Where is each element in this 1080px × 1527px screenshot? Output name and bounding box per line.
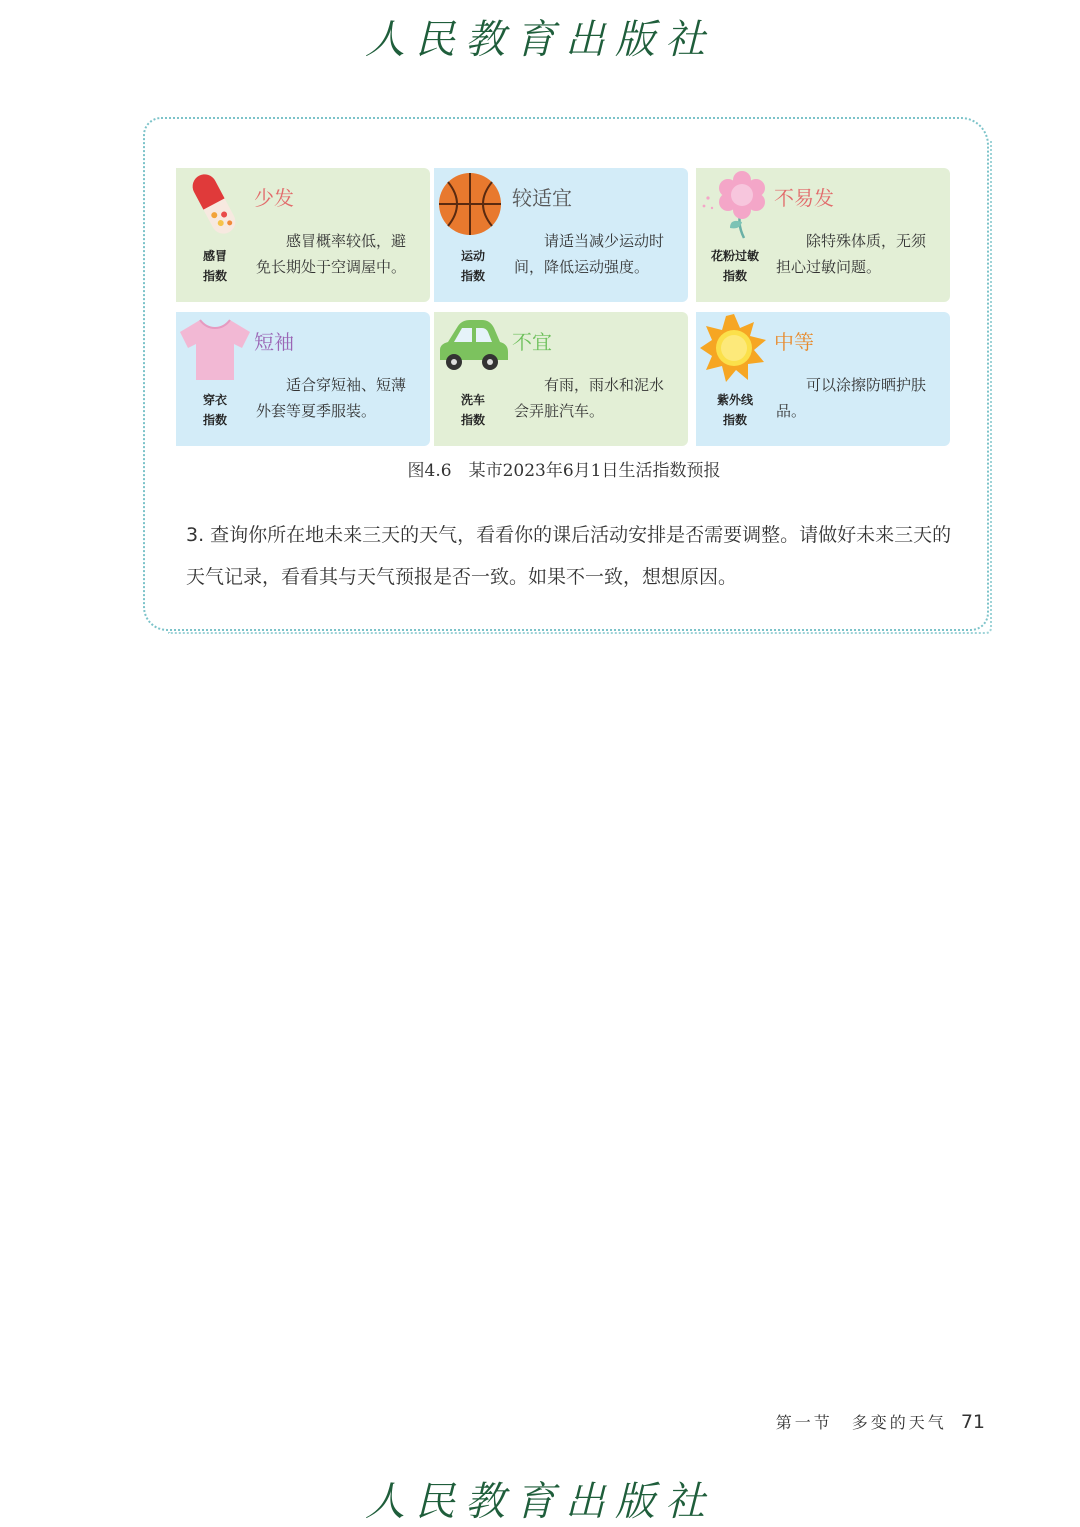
index-card-clothing (176, 312, 430, 446)
exercise-paragraph: 3. 查询你所在地未来三天的天气，看看你的课后活动安排是否需要调整。请做好未来三天的天气记录，看看其与天气预报是否一致。如果不一致，想想原因。 (186, 524, 952, 588)
index-card-pollen (696, 168, 950, 302)
card-title: 不易发 (774, 186, 834, 210)
card-title: 不宜 (512, 330, 552, 354)
publisher-logo-bottom: 人民教育出版社 (365, 1479, 715, 1525)
card-title: 短袖 (254, 330, 294, 354)
card-description: 适合穿短袖、短薄外套等夏季服装。 (256, 376, 407, 420)
publisher-logo-top: 人民教育出版社 (365, 17, 715, 63)
card-label: 运动 指数 (460, 249, 485, 283)
card-description: 可以涂擦防晒护肤品。 (776, 376, 927, 420)
car-icon (436, 312, 508, 384)
card-description: 感冒概率较低，避免长期处于空调屋中。 (256, 232, 407, 276)
card-label: 洗车 指数 (460, 393, 485, 427)
index-card-cold (176, 168, 430, 302)
card-description: 除特殊体质，无须担心过敏问题。 (776, 232, 927, 276)
sun-icon (698, 312, 770, 384)
card-label: 花粉过敏 指数 (710, 249, 759, 283)
index-card-uv (696, 312, 950, 446)
figure-caption: 图4.6 某市2023年6月1日生活指数预报 (407, 461, 721, 481)
flower-icon (698, 168, 770, 240)
basketball-icon (436, 168, 508, 240)
card-title: 少发 (254, 186, 294, 210)
pill-icon (178, 168, 250, 240)
card-description: 有雨，雨水和泥水会弄脏汽车。 (514, 376, 665, 420)
section-title: 第一节 多变的天气 (775, 1413, 947, 1432)
page-number: 71 (960, 1411, 985, 1433)
card-description: 请适当减少运动时间，降低运动强度。 (514, 232, 665, 276)
card-title: 较适宜 (512, 186, 572, 210)
page-footer (776, 1410, 985, 1433)
card-label: 感冒 指数 (202, 249, 227, 283)
card-label: 穿衣 指数 (202, 393, 227, 427)
card-title: 中等 (774, 330, 814, 354)
tshirt-icon (178, 312, 250, 384)
index-card-carwash (434, 312, 688, 446)
index-card-sport (434, 168, 688, 302)
card-label: 紫外线 指数 (716, 393, 753, 427)
